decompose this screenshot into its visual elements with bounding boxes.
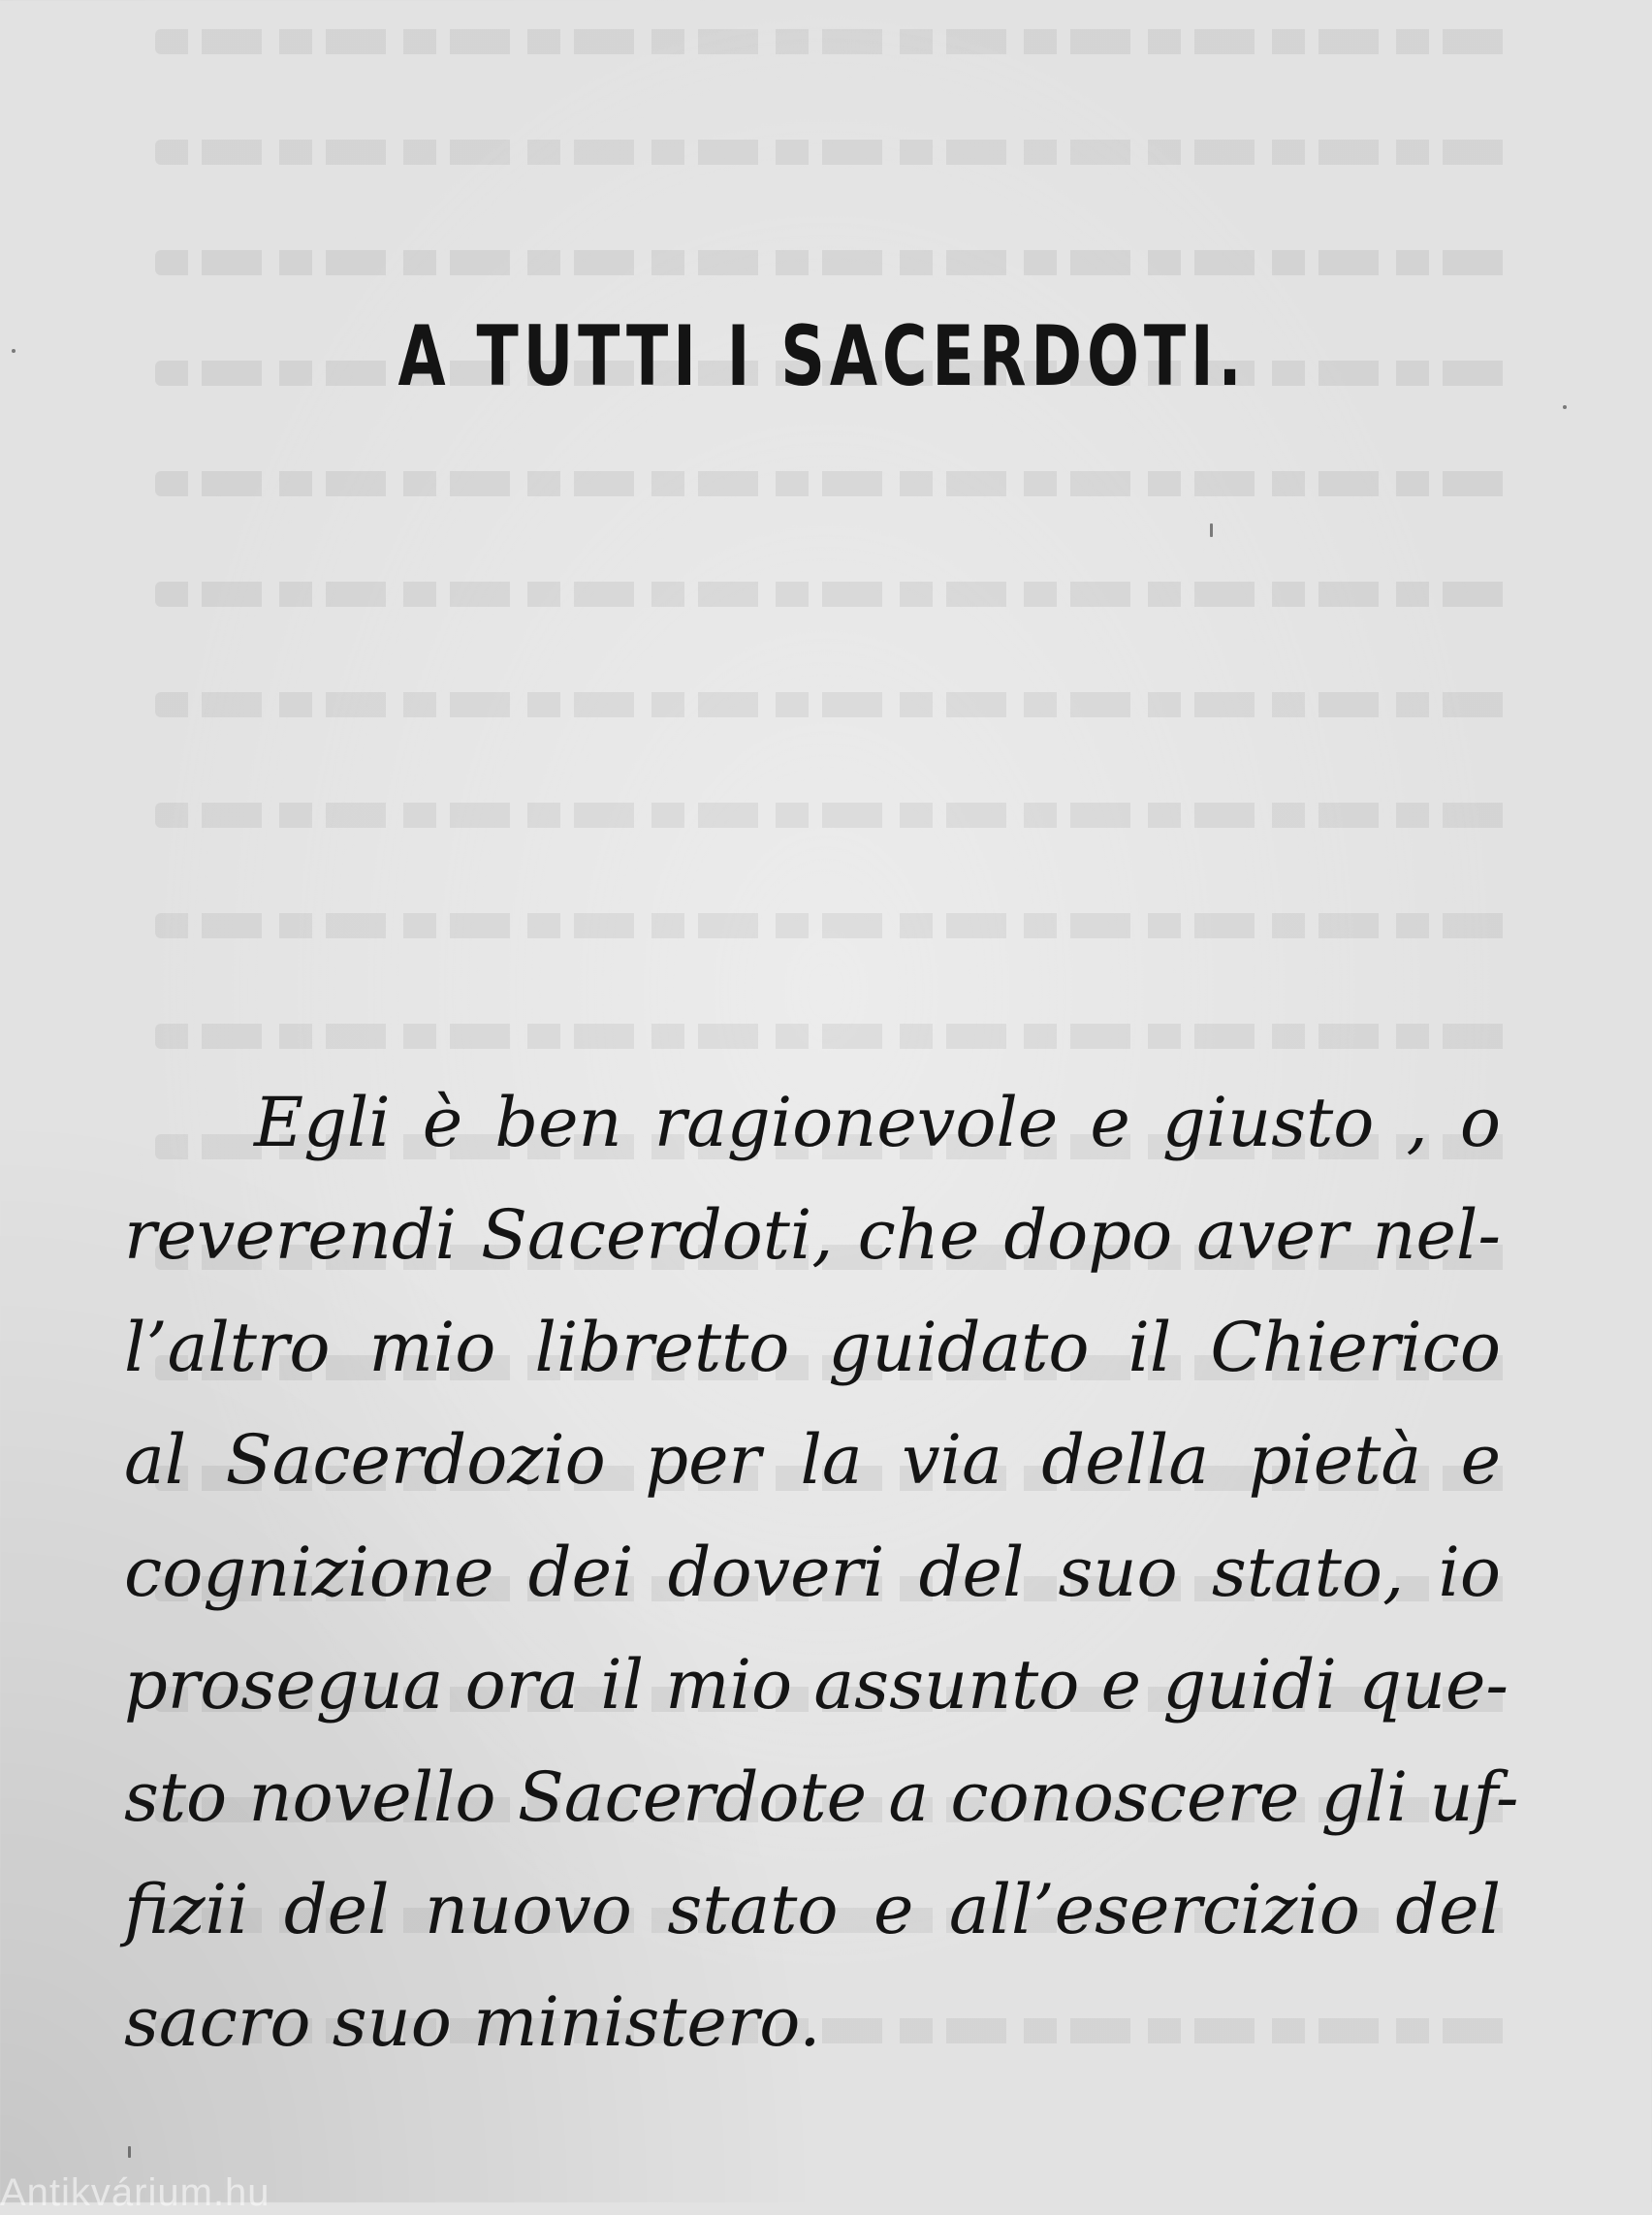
dedication-paragraph [124,1066,1519,2078]
speck [1563,405,1567,409]
paragraph-line-1: Egli è ben ragionevole e giusto , o [254,1083,1501,1162]
paragraph-line-9: sacro suo ministero. [124,1982,821,2062]
speck [128,2146,131,2158]
paragraph-line-8: fizii del nuovo stato e all’esercizio del [124,1870,1501,1949]
paragraph-line-5: cognizione dei doveri del suo stato, io [124,1533,1501,1612]
speck [1210,523,1213,537]
page-title: A TUTTI I SACERDOTI. [397,308,1247,405]
paragraph-line-4: al Sacerdozio per la via della pietà e [124,1420,1501,1500]
paragraph-line-7: sto novello Sacerdote a conoscere gli uf- [124,1757,1519,1837]
paragraph-line-6: prosegua ora il mio assunto e guidi que- [124,1645,1509,1725]
speck [12,349,16,353]
paragraph-line-3: l’altro mio libretto guidato il Chierico [124,1308,1501,1387]
watermark: Antikvárium.hu [0,2171,270,2214]
paragraph-line-2: reverendi Sacerdoti, che dopo aver nel- [124,1195,1501,1275]
